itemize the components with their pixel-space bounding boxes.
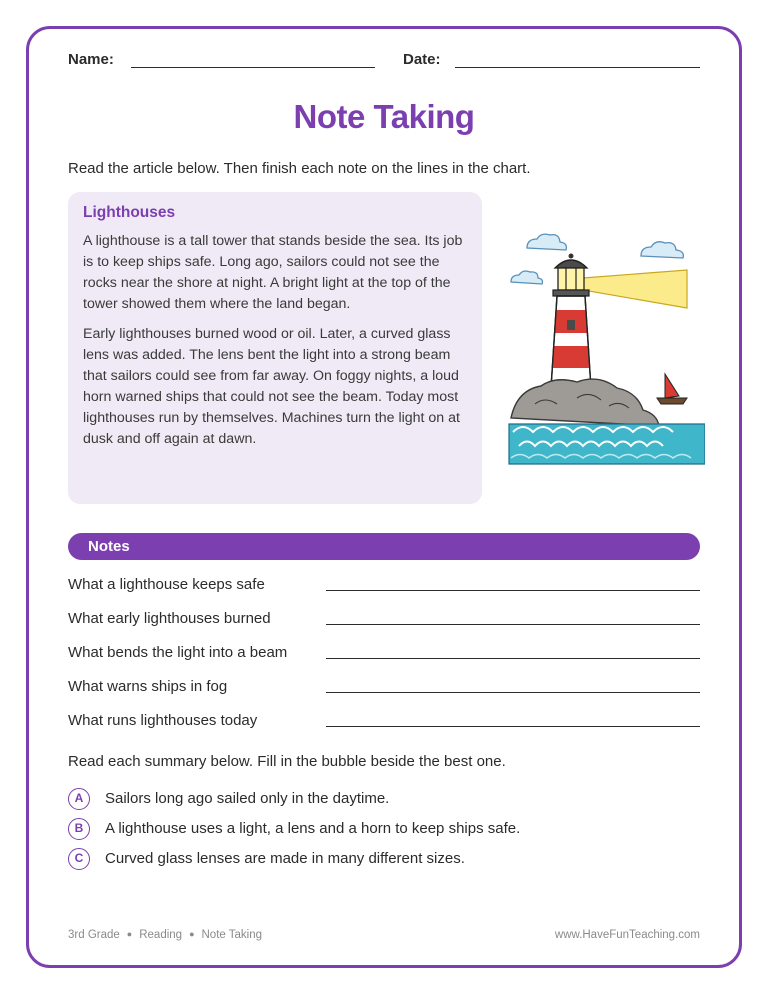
footer-subject: Reading	[139, 929, 183, 941]
note-row	[68, 644, 700, 664]
cloud-icon	[527, 234, 566, 250]
note-prompt: What runs lighthouses today	[68, 712, 258, 729]
note-prompt: What a lighthouse keeps safe	[68, 576, 265, 593]
footer-topic: Note Taking	[201, 929, 263, 941]
note-row	[68, 678, 700, 698]
answer-bubble-b[interactable]: B	[68, 818, 90, 840]
footer-breadcrumb	[68, 929, 262, 941]
cloud-icon	[641, 242, 683, 258]
date-line[interactable]	[455, 67, 700, 68]
summary-option-text: A lighthouse uses a light, a lens and a horn to keep ships safe.	[105, 820, 521, 837]
name-label: Name:	[68, 51, 114, 68]
note-prompt: What early lighthouses burned	[68, 610, 271, 627]
page-title: Note Taking	[293, 98, 475, 135]
article-box	[68, 192, 482, 504]
name-line[interactable]	[131, 67, 375, 68]
note-answer-line[interactable]	[326, 624, 700, 625]
article-paragraph: A lighthouse is a tall tower that stands beside the sea. Its job is to keep ships safe. Long ago, sailors could not see the rocks near the shore at night. A bright light at the top of the tower showed them where the land began.	[83, 233, 463, 312]
bullet-icon: ●	[189, 929, 195, 939]
note-answer-line[interactable]	[326, 726, 700, 727]
top-instructions: Read the article below. Then finish each note on the lines in the chart.	[68, 160, 531, 177]
lighthouse-illustration	[505, 228, 705, 468]
note-prompt: What warns ships in fog	[68, 678, 228, 695]
light-beam	[583, 270, 687, 308]
summary-instructions: Read each summary below. Fill in the bubble beside the best one.	[68, 753, 506, 770]
notes-heading-bar: Notes	[68, 533, 700, 560]
note-prompt: What bends the light into a beam	[68, 644, 288, 661]
note-row	[68, 712, 700, 732]
footer-website[interactable]: www.HaveFunTeaching.com	[554, 929, 700, 941]
summary-option-text: Curved glass lenses are made in many different sizes.	[105, 850, 465, 867]
bullet-icon: ●	[126, 929, 133, 939]
cloud-icon	[511, 271, 543, 284]
article-heading: Lighthouses	[83, 204, 176, 221]
summary-option-text: Sailors long ago sailed only in the daytime.	[105, 790, 390, 807]
note-answer-line[interactable]	[326, 658, 700, 659]
note-answer-line[interactable]	[326, 692, 700, 693]
article-paragraph: Early lighthouses burned wood or oil. Later, a curved glass lens was added. The lens bent the light into a strong beam that sailors could see from far away. On foggy nights, a loud horn warned ships that could not see the beam. Today most lighthouses run by themselves. Machines turn the light on at dusk and off again at dawn.	[83, 326, 460, 447]
answer-bubble-c[interactable]: C	[68, 848, 90, 870]
answer-bubble-a[interactable]: A	[68, 788, 90, 810]
footer-grade: 3rd Grade	[68, 929, 120, 941]
note-row	[68, 610, 700, 630]
date-label: Date:	[403, 51, 441, 68]
note-answer-line[interactable]	[326, 590, 700, 591]
note-row	[68, 576, 700, 596]
